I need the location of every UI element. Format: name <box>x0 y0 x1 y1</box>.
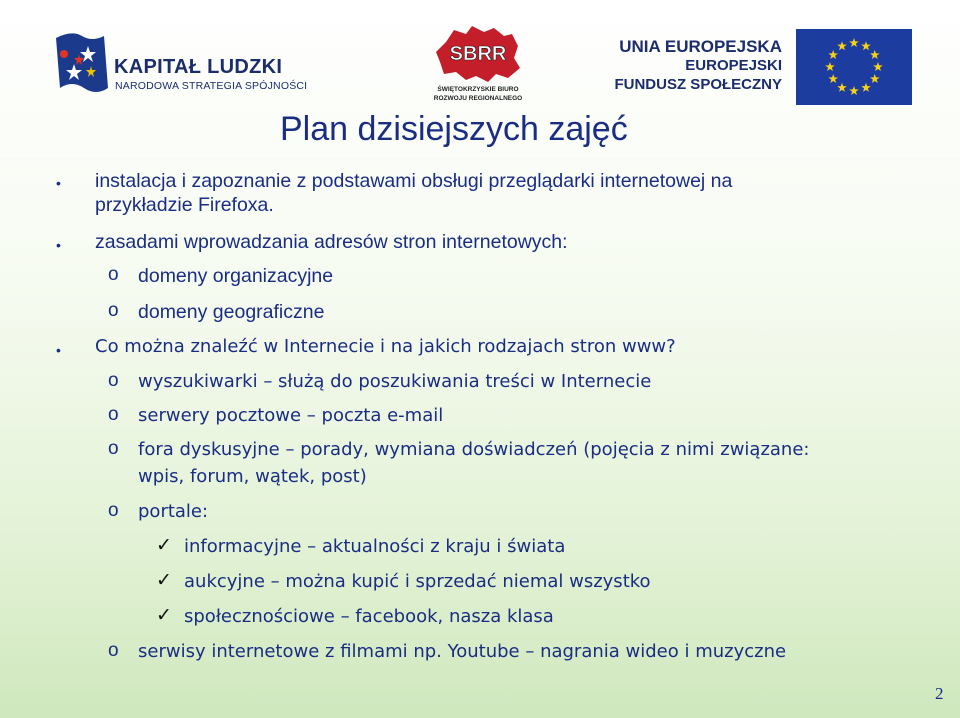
sub-sub-list-item: informacyjne – aktualności z kraju i świata <box>184 536 566 557</box>
check-icon: ✓ <box>156 570 172 591</box>
bullet-marker: • <box>56 342 61 358</box>
slide-header <box>0 0 960 112</box>
eu-line1: UNIA EUROPEJSKA <box>619 37 782 56</box>
check-icon: ✓ <box>156 535 172 556</box>
sub-bullet-marker: o <box>108 370 119 391</box>
list-item-continuation: przykładzie Firefoxa. <box>95 194 274 216</box>
sbrr-logo <box>432 22 532 106</box>
eu-line3: FUNDUSZ SPOŁECZNY <box>614 76 782 93</box>
sub-bullet-marker: o <box>108 300 119 321</box>
sbrr-map-icon <box>432 22 524 86</box>
page-number: 2 <box>935 684 944 703</box>
sub-bullet-marker: o <box>108 640 119 661</box>
sub-list-item: domeny organizacyjne <box>138 265 334 287</box>
sbrr-line2: ROZWOJU REGIONALNEGO <box>433 95 523 102</box>
sub-bullet-marker: o <box>108 500 119 521</box>
sub-list-item: domeny geograficzne <box>138 301 325 323</box>
kapital-ludzki-flag-icon <box>52 30 112 100</box>
kapital-ludzki-title: KAPITAŁ LUDZKI <box>114 56 283 78</box>
kapital-ludzki-logo <box>52 30 308 110</box>
bullet-marker: • <box>56 175 61 191</box>
eu-text-block <box>614 37 782 94</box>
sub-list-item: portale: <box>138 501 209 522</box>
sbrr-name: SBRR <box>449 43 507 65</box>
sub-list-item: fora dyskusyjne – porady, wymiana doświadczeń (pojęcia z nimi związane: <box>138 439 810 460</box>
list-item: instalacja i zapoznanie z podstawami obsługi przeglądarki internetowej na <box>95 170 733 192</box>
slide-title: Plan dzisiejszych zajęć <box>280 110 628 148</box>
bullet-marker: • <box>56 237 61 253</box>
sub-list-item: wyszukiwarki – służą do poszukiwania treści w Internecie <box>138 371 652 392</box>
sub-sub-list-item: społecznościowe – facebook, nasza klasa <box>184 606 554 627</box>
list-item: Co można znaleźć w Internecie i na jakich rodzajach stron www? <box>95 336 676 357</box>
sub-bullet-marker: o <box>108 404 119 425</box>
eu-line2: EUROPEJSKI <box>685 57 782 74</box>
kapital-ludzki-subtitle: NARODOWA STRATEGIA SPÓJNOŚCI <box>115 80 308 92</box>
sub-list-item: serwisy internetowe z filmami np. Youtube – nagrania wideo i muzyczne <box>138 641 787 662</box>
eu-flag-icon <box>796 29 912 105</box>
sub-list-item: serwery pocztowe – poczta e-mail <box>138 405 444 426</box>
check-icon: ✓ <box>156 605 172 626</box>
sub-bullet-marker: o <box>108 264 119 285</box>
sub-list-item-continuation: wpis, forum, wątek, post) <box>138 466 367 487</box>
sub-sub-list-item: aukcyjne – można kupić i sprzedać niemal wszystko <box>184 571 651 592</box>
list-item: zasadami wprowadzania adresów stron internetowych: <box>95 231 568 253</box>
sbrr-line1: ŚWIĘTOKRZYSKIE BIURO <box>437 86 519 93</box>
sub-bullet-marker: o <box>108 438 119 459</box>
